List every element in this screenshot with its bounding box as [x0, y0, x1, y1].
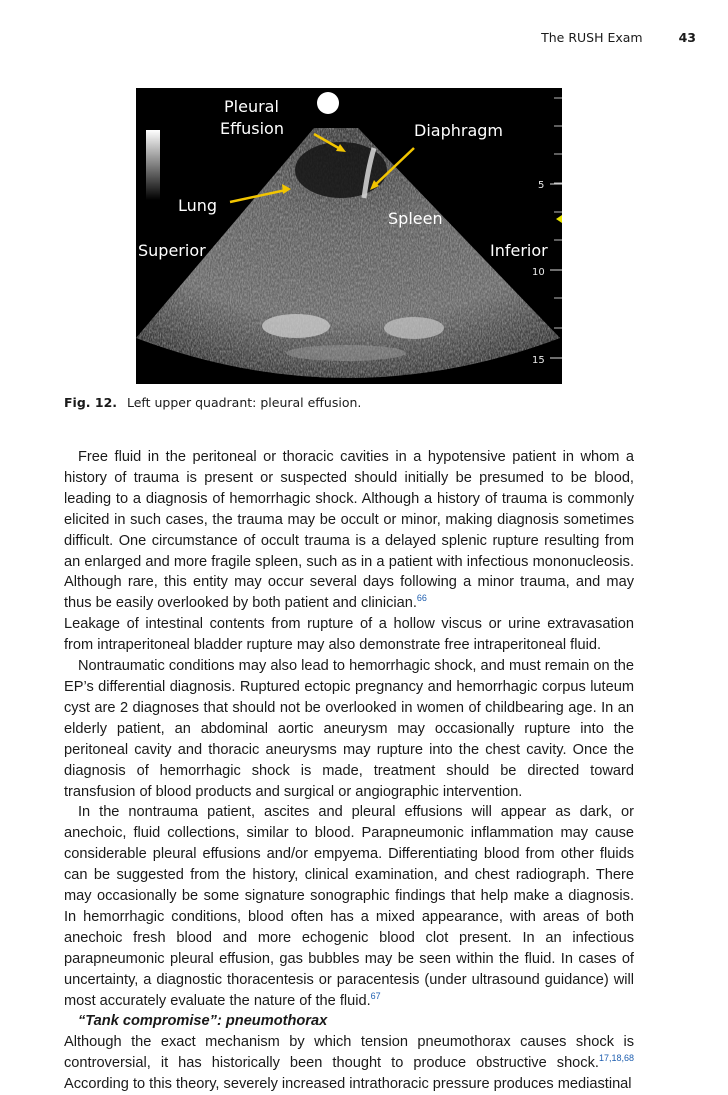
page-number: 43: [678, 30, 696, 45]
paragraph-3: [64, 656, 634, 802]
label-inferior: Inferior: [490, 241, 548, 260]
label-diaphragm: Diaphragm: [414, 121, 503, 140]
paragraph-2-text: Leakage of intestinal contents from rupture of a hollow viscus or urine extravasation from intraperitoneal bladder rupture may also demonstrate free intraperitoneal fluid.: [64, 616, 634, 654]
label-pleural-line1: Pleural: [224, 97, 279, 116]
paragraph-1-text: Free fluid in the peritoneal or thoracic cavities in a hypotensive patient in whom a history of trauma is present or suspected should initially be presumed to be blood, leading to a diagnosis of hemorrhagic shock. Although a history of trauma is commonly elicited in such cases, the trauma may be occult or minor, making diagnosis sometimes difficult. One circumstance of occult trauma is a delayed splenic rupture resulting from an enlarged and more fragile spleen, such as in a patient with infectious mononucleosis. Although rare, this entity may occur several days following a minor trauma, and may thus be easily overlooked by both patient and clinician.: [64, 449, 634, 612]
citation-67[interactable]: 67: [370, 990, 381, 1001]
section-paragraph: [64, 1032, 634, 1095]
focus-marker-icon: [556, 215, 562, 223]
body-text: [64, 447, 634, 1095]
label-superior: Superior: [138, 241, 206, 260]
paragraph-1: [64, 447, 634, 614]
section-heading: “Tank compromise”: pneumothorax: [78, 1013, 328, 1030]
grayscale-bar: [146, 130, 160, 200]
paragraph-4: [64, 802, 634, 1011]
paragraph-2: [64, 614, 634, 656]
label-pleural-line2: Effusion: [220, 119, 284, 138]
depth-tick-15: 15: [532, 355, 545, 366]
ultrasound-figure: [136, 88, 562, 384]
paragraph-3-text: Nontraumatic conditions may also lead to hemorrhagic shock, and must remain on the EP’s differential diagnosis. Ruptured ectopic pregnancy and hemorrhagic corpus luteum cyst are 2 diagnoses that should not be overlooked in women of childbearing age. In an elderly patient, an abdominal aortic aneurysm may occasionally rupture into the peritoneal cavity and thoracic aneurysms may rupture into the chest cavity. Once the diagnosis of hemorrhagic shock is made, treatment should be directed toward transfusion of blood products and surgical or angiographic intervention.: [64, 658, 634, 800]
probe-marker-icon: [317, 92, 339, 114]
caption-label: Fig. 12.: [64, 395, 118, 410]
citation-17-18-68[interactable]: 17,18,68: [598, 1053, 634, 1064]
section-text-1: Although the exact mechanism by which tension pneumothorax causes shock is controversial, it has historically been thought to produce obstructive shock.: [64, 1034, 634, 1072]
citation-66[interactable]: 66: [416, 593, 427, 604]
label-lung: Lung: [178, 196, 218, 215]
running-title: The RUSH Exam: [541, 30, 643, 45]
depth-tick-5: 5: [538, 180, 545, 191]
running-head: [541, 30, 696, 45]
paragraph-4-text: In the nontrauma patient, ascites and pleural effusions will appear as dark, or anechoic, fluid collections, similar to blood. Parapneumonic inflammation may cause considerable pleural effusions and/or empyema. Differentiating blood from other fluids can be suggested from the history, clinical examination, and chest radiograph. There may occasionally be some signature sonographic findings that help make a diagnosis. In hemorrhagic conditions, blood often has a mixed appearance, with areas of both anechoic fresh blood and more echogenic blood clot present. In an infectious parapneumonic pleural effusion, gas bubbles may be seen within the fluid. In cases of uncertainty, a diagnostic thoracentesis or paracentesis (under ultrasound guidance) will most accurately evaluate the nature of the fluid.: [64, 804, 634, 1009]
section-text-2: According to this theory, severely increased intrathoracic pressure produces mediastinal: [64, 1076, 632, 1093]
figure-caption: [64, 395, 361, 410]
depth-tick-10: 10: [532, 267, 545, 278]
caption-text: Left upper quadrant: pleural effusion.: [127, 395, 362, 410]
ultrasound-image: [136, 88, 562, 384]
label-spleen: Spleen: [388, 209, 443, 228]
